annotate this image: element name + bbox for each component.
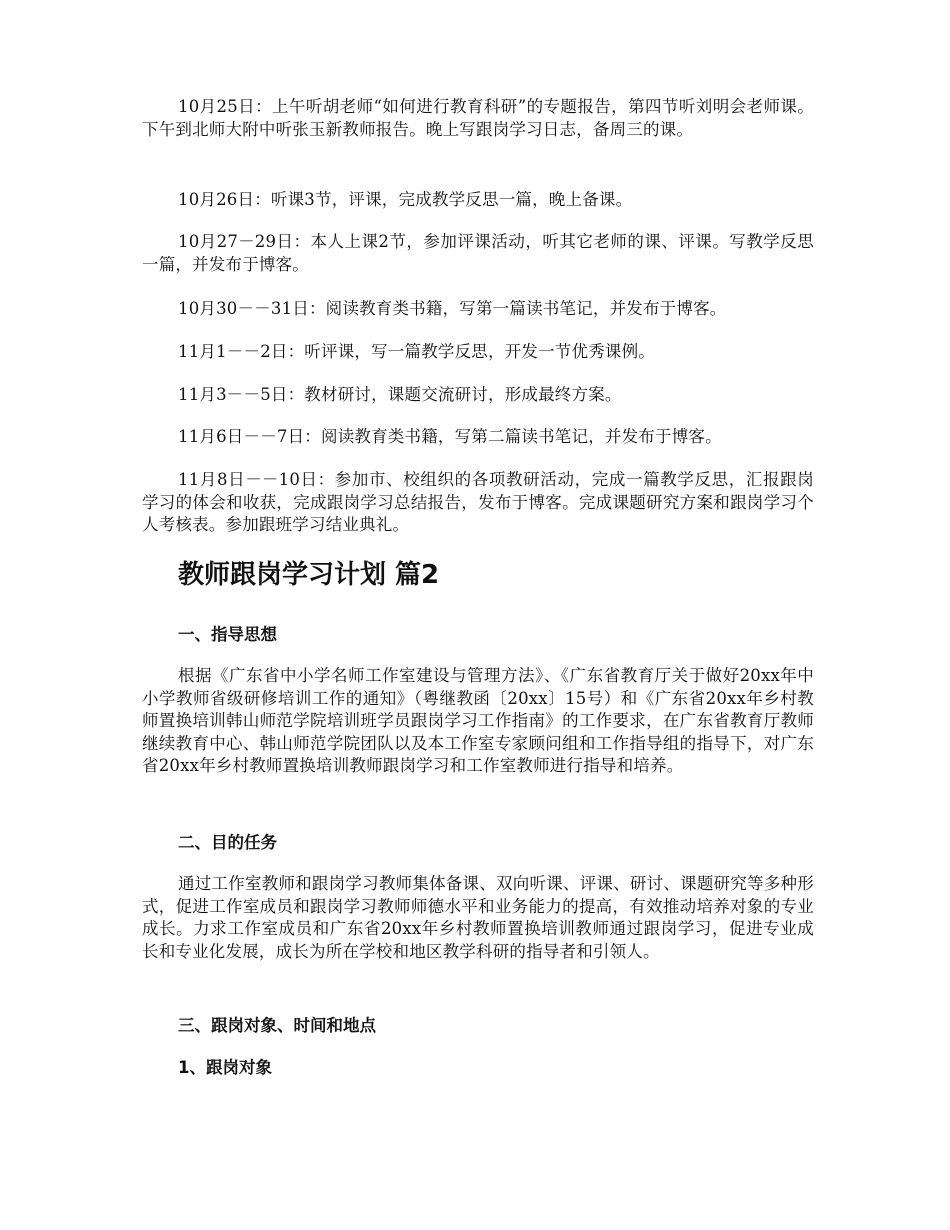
log-entry-oct-30-31: 10月30－－31日：阅读教育类书籍，写第一篇读书笔记，并发布于博客。 — [178, 299, 727, 318]
document-title: 教师跟岗学习计划 篇2 — [178, 560, 440, 590]
section-heading-objectives: 二、目的任务 — [178, 833, 277, 852]
log-entry-nov-3-5: 11月3－－5日：教材研讨，课题交流研讨，形成最终方案。 — [178, 385, 622, 404]
section-heading-subjects-time-place: 三、跟岗对象、时间和地点 — [178, 1016, 376, 1035]
subsection-heading-subjects: 1、跟岗对象 — [178, 1058, 272, 1077]
log-entry-oct-27-29: 10月27－29日：本人上课2节，参加评课活动，听其它老师的课、评课。写教学反思一篇，并发布于博客。 — [142, 232, 814, 274]
log-entry-nov-6-7: 11月6日－－7日：阅读教育类书籍，写第二篇读书笔记，并发布于博客。 — [178, 427, 722, 446]
log-entry-oct-25: 10月25日：上午听胡老师“如何进行教育科研”的专题报告，第四节听刘明会老师课。下午到北师大附中听张玉新教师报告。晚上写跟岗学习日志，备周三的课。 — [142, 97, 814, 139]
section-body-objectives: 通过工作室教师和跟岗学习教师集体备课、双向听课、评课、研讨、课题研究等多种形式，促进工作室成员和跟岗学习教师师德水平和业务能力的提高，有效推动培养对象的专业成长。力求工作室成员和广东省20xx年乡村教师置换培训教师通过跟岗学习，促进专业成长和专业化发展，成长为所在学校和地区教学科研的指导者和引领人。 — [142, 874, 814, 961]
section-heading-guiding-ideology: 一、指导思想 — [178, 625, 277, 644]
log-entry-oct-26: 10月26日：听课3节，评课，完成教学反思一篇，晚上备课。 — [178, 190, 633, 209]
log-entry-nov-1-2: 11月1－－2日：听评课，写一篇教学反思，开发一节优秀课例。 — [178, 342, 655, 361]
log-entry-nov-8-10: 11月8日－－10日：参加市、校组织的各项教研活动，完成一篇教学反思，汇报跟岗学习的体会和收获，完成跟岗学习总结报告，发布于博客。完成课题研究方案和跟岗学习个人考核表。参加跟班学习结业典礼。 — [142, 470, 814, 534]
section-body-guiding-ideology: 根据《广东省中小学名师工作室建设与管理方法》、《广东省教育厅关于做好20xx年中小学教师省级研修培训工作的通知》（粤继教函〔20xx〕15号）和《广东省20xx年乡村教师置换培训韩山师范学院培训班学员跟岗学习工作指南》的工作要求，在广东省教育厅教师继续教育中心、韩山师范学院团队以及本工作室专家顾问组和工作指导组的指导下，对广东省20xx年乡村教师置换培训教师跟岗学习和工作室教师进行指导和培养。 — [142, 666, 814, 775]
